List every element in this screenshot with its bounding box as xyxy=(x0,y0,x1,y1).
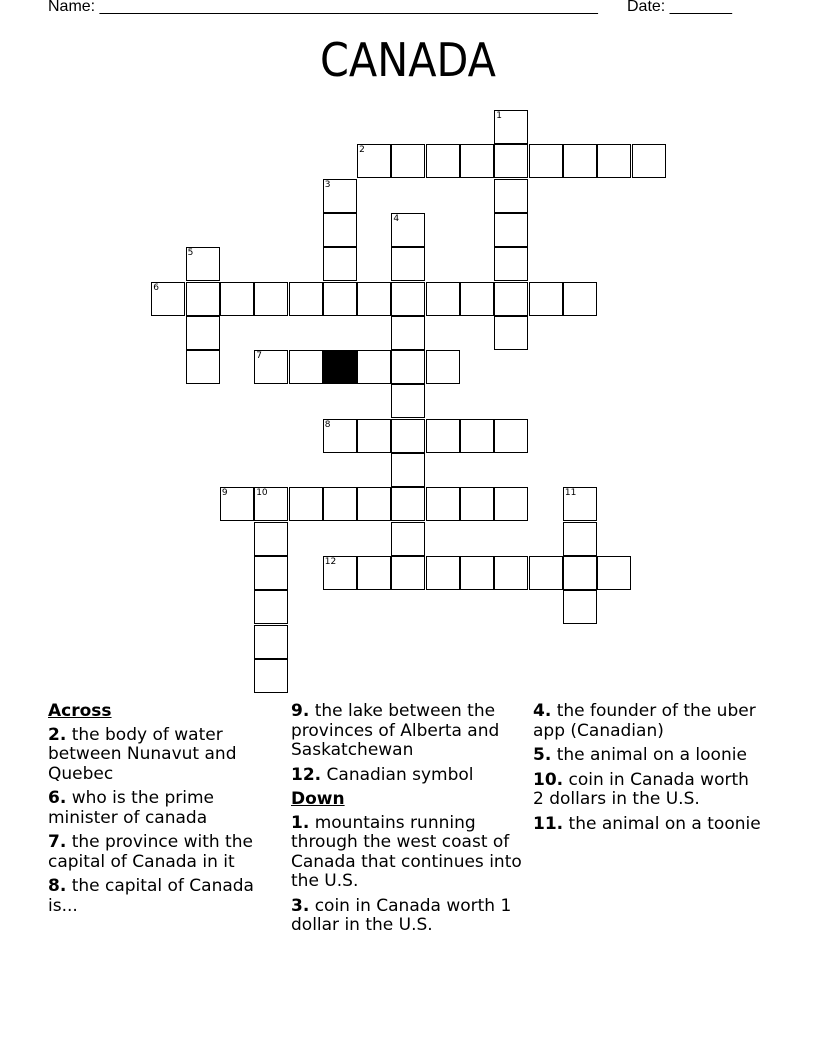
grid-cell[interactable] xyxy=(597,556,631,590)
grid-cell[interactable] xyxy=(254,556,288,590)
clue-down-4: 4. the founder of the uber app (Canadian) xyxy=(533,701,756,741)
grid-cell[interactable] xyxy=(391,144,425,178)
grid-cell[interactable] xyxy=(323,419,357,453)
grid-cell[interactable] xyxy=(460,487,494,521)
cell-number: 3 xyxy=(324,179,331,190)
grid-cell[interactable] xyxy=(254,522,288,556)
grid-cell[interactable] xyxy=(254,590,288,624)
grid-cell[interactable] xyxy=(391,213,425,247)
across-heading: Across xyxy=(48,701,112,721)
grid-cell[interactable] xyxy=(391,419,425,453)
grid-cell[interactable] xyxy=(426,350,460,384)
black-square xyxy=(323,350,357,384)
clue-column-1 xyxy=(48,702,284,921)
grid-cell[interactable] xyxy=(391,316,425,350)
grid-cell[interactable] xyxy=(494,419,528,453)
grid-cell[interactable] xyxy=(529,556,563,590)
grid-cell[interactable] xyxy=(186,282,220,316)
grid-cell[interactable] xyxy=(391,282,425,316)
grid-cell[interactable] xyxy=(254,487,288,521)
grid-cell[interactable] xyxy=(254,282,288,316)
grid-cell[interactable] xyxy=(254,350,288,384)
grid-cell[interactable] xyxy=(494,144,528,178)
clue-column-2 xyxy=(291,702,527,941)
grid-cell[interactable] xyxy=(563,282,597,316)
grid-cell[interactable] xyxy=(289,282,323,316)
grid-cell[interactable] xyxy=(460,419,494,453)
cell-number: 4 xyxy=(393,213,400,224)
grid-cell[interactable] xyxy=(357,419,391,453)
grid-cell[interactable] xyxy=(186,247,220,281)
grid-cell[interactable] xyxy=(460,556,494,590)
grid-cell[interactable] xyxy=(563,522,597,556)
grid-cell[interactable] xyxy=(529,282,563,316)
down-heading: Down xyxy=(291,789,345,809)
grid-cell[interactable] xyxy=(254,659,288,693)
cell-number: 6 xyxy=(153,282,160,293)
grid-cell[interactable] xyxy=(426,144,460,178)
cell-number: 2 xyxy=(359,145,365,156)
grid-cell[interactable] xyxy=(391,487,425,521)
grid-cell[interactable] xyxy=(220,282,254,316)
grid-cell[interactable] xyxy=(220,487,254,521)
grid-cell[interactable] xyxy=(494,282,528,316)
grid-cell[interactable] xyxy=(357,556,391,590)
grid-cell[interactable] xyxy=(597,144,631,178)
cell-number: 5 xyxy=(187,248,194,259)
grid-cell[interactable] xyxy=(289,487,323,521)
grid-cell[interactable] xyxy=(563,487,597,521)
grid-cell[interactable] xyxy=(426,282,460,316)
clue-across-8: 8. the capital of Canada is... xyxy=(48,876,254,916)
grid-cell[interactable] xyxy=(357,144,391,178)
grid-cell[interactable] xyxy=(391,556,425,590)
date-field: Date: _______ xyxy=(627,0,732,15)
grid-cell[interactable] xyxy=(289,350,323,384)
grid-cell[interactable] xyxy=(357,487,391,521)
cell-number: 9 xyxy=(221,488,228,499)
cell-number: 7 xyxy=(256,351,262,362)
grid-cell[interactable] xyxy=(186,350,220,384)
name-field: Name: ________________________________________________________ xyxy=(48,0,598,15)
grid-cell[interactable] xyxy=(494,247,528,281)
grid-cell[interactable] xyxy=(460,144,494,178)
grid-cell[interactable] xyxy=(151,282,185,316)
grid-cell[interactable] xyxy=(391,350,425,384)
grid-cell[interactable] xyxy=(391,384,425,418)
clue-down-1: 1. mountains running through the west coast of Canada that continues into the U.S. xyxy=(291,812,522,891)
clue-down-5: 5. the animal on a loonie xyxy=(533,745,747,765)
grid-cell[interactable] xyxy=(426,556,460,590)
clue-across-9: 9. the lake between the provinces of Alberta and Saskatchewan xyxy=(291,701,500,760)
grid-cell[interactable] xyxy=(460,282,494,316)
clue-down-3: 3. coin in Canada worth 1 dollar in the U.S. xyxy=(291,895,512,935)
clue-down-11: 11. the animal on a toonie xyxy=(533,813,761,834)
grid-cell[interactable] xyxy=(494,179,528,213)
grid-cell[interactable] xyxy=(186,316,220,350)
grid-cell[interactable] xyxy=(494,556,528,590)
puzzle-title: CANADA xyxy=(319,33,496,87)
grid-cell[interactable] xyxy=(323,487,357,521)
grid-cell[interactable] xyxy=(391,247,425,281)
grid-cell[interactable] xyxy=(563,590,597,624)
clue-column-3 xyxy=(533,702,763,839)
grid-cell[interactable] xyxy=(632,144,666,178)
grid-cell[interactable] xyxy=(529,144,563,178)
grid-cell[interactable] xyxy=(357,350,391,384)
grid-cell[interactable] xyxy=(323,282,357,316)
grid-cell[interactable] xyxy=(426,419,460,453)
grid-cell[interactable] xyxy=(323,179,357,213)
clue-across-12: 12. Canadian symbol xyxy=(291,764,474,785)
grid-cell[interactable] xyxy=(494,213,528,247)
clue-across-2: 2. the body of water between Nunavut and Quebec xyxy=(48,724,237,784)
grid-cell[interactable] xyxy=(254,625,288,659)
grid-cell[interactable] xyxy=(323,556,357,590)
grid-cell[interactable] xyxy=(494,316,528,350)
grid-cell[interactable] xyxy=(494,110,528,144)
cell-number: 10 xyxy=(256,488,268,499)
grid-cell[interactable] xyxy=(323,247,357,281)
cell-number: 8 xyxy=(324,419,331,430)
grid-cell[interactable] xyxy=(426,487,460,521)
clue-across-7: 7. the province with the capital of Canada in it xyxy=(48,832,253,872)
grid-cell[interactable] xyxy=(391,522,425,556)
cell-number: 11 xyxy=(564,488,577,499)
grid-cell[interactable] xyxy=(357,282,391,316)
grid-cell[interactable] xyxy=(563,144,597,178)
cell-number: 12 xyxy=(324,556,337,567)
grid-cell[interactable] xyxy=(494,487,528,521)
clue-down-10: 10. coin in Canada worth 2 dollars in the U.S. xyxy=(533,769,749,809)
grid-cell[interactable] xyxy=(323,213,357,247)
grid-cell[interactable] xyxy=(391,453,425,487)
clue-across-6: 6. who is the prime minister of canada xyxy=(48,788,214,828)
cell-number: 1 xyxy=(496,111,503,121)
grid-cell[interactable] xyxy=(563,556,597,590)
